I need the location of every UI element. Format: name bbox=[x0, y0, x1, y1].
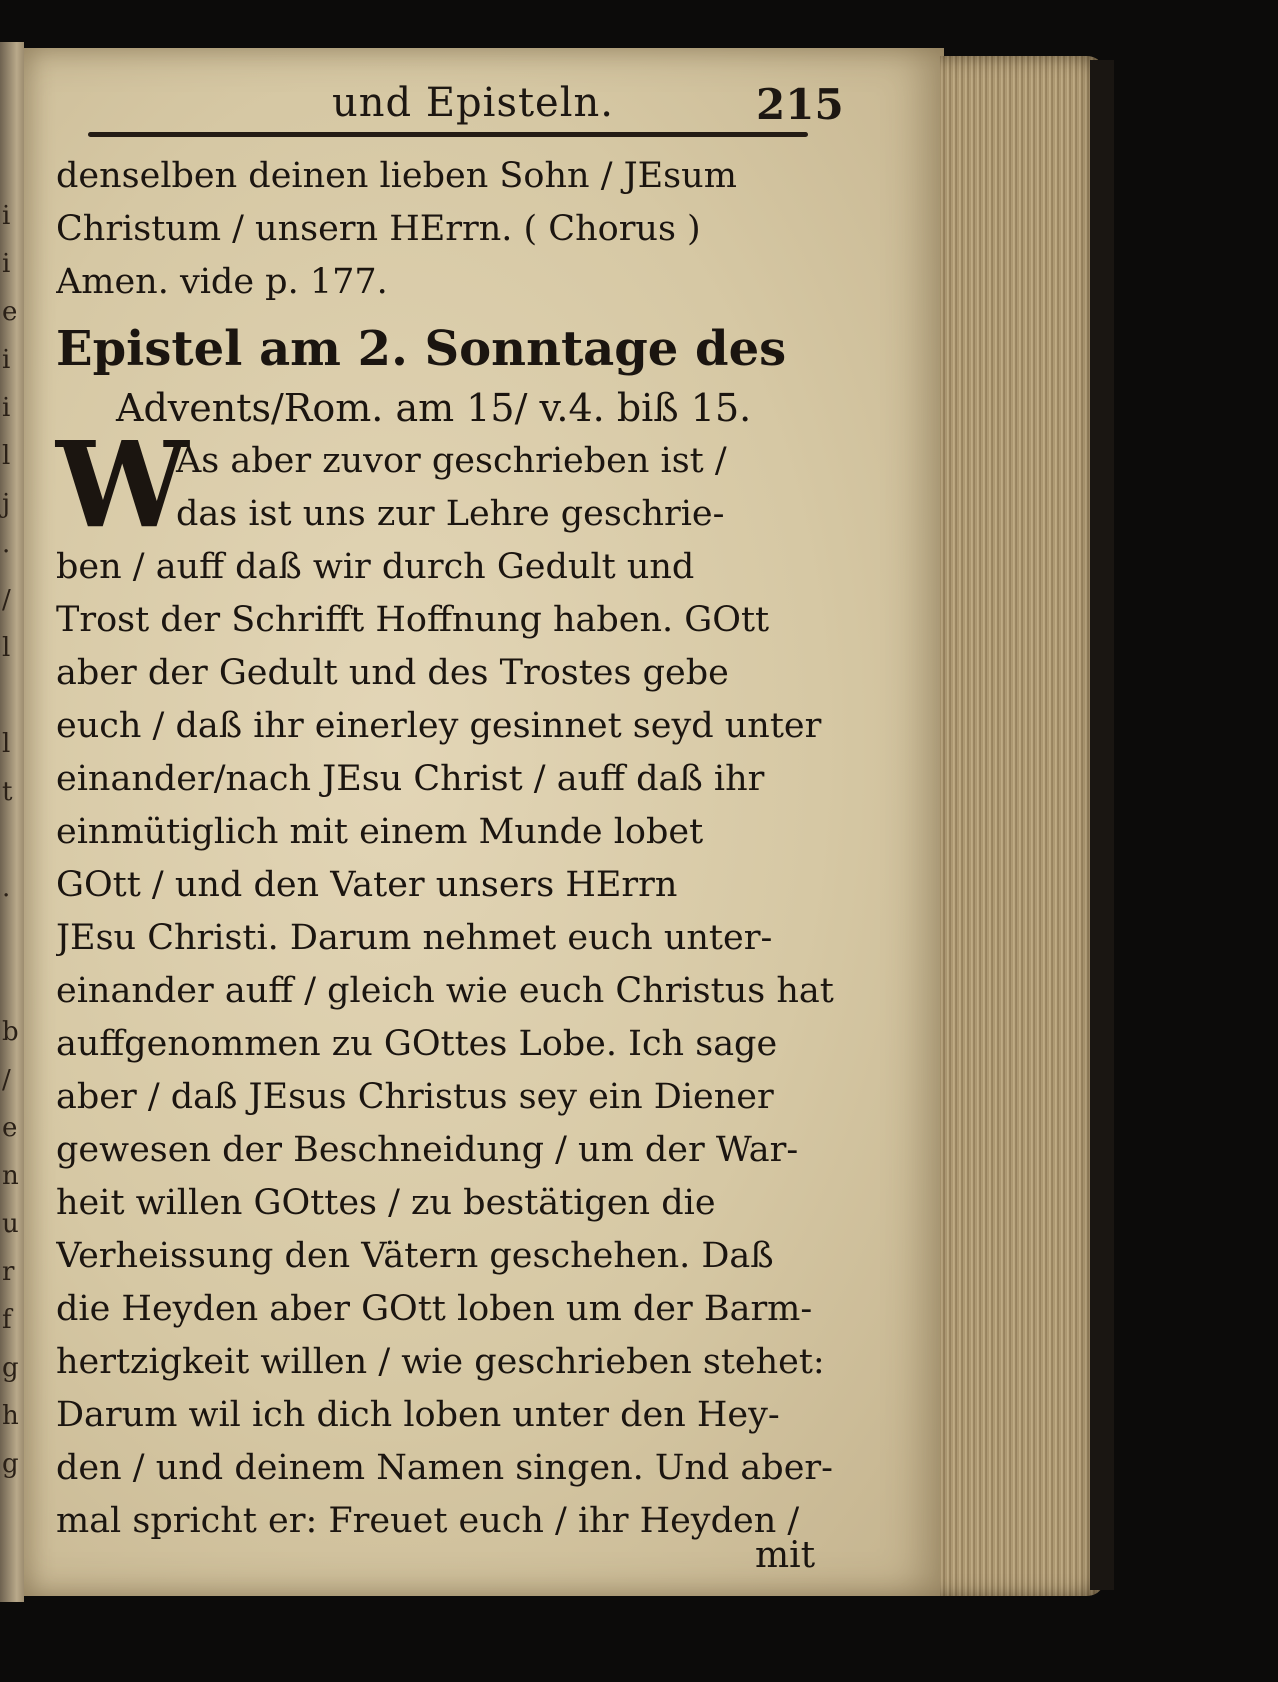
intro-line: denselben deinen lieben Sohn / JEsum bbox=[56, 156, 737, 196]
body-line: das ist uns zur Lehre geschrie- bbox=[176, 494, 725, 534]
body-line: einander/nach JEsu Christ / auff daß ihr bbox=[56, 759, 765, 799]
drop-cap: W bbox=[56, 415, 189, 554]
header-rule bbox=[88, 132, 808, 137]
body-line: die Heyden aber GOtt loben um der Barm- bbox=[56, 1289, 813, 1329]
intro-line: Amen. vide p. 177. bbox=[56, 262, 388, 302]
page-header bbox=[24, 78, 864, 138]
body-line: Darum wil ich dich loben unter den Hey- bbox=[56, 1395, 780, 1435]
body-line: heit willen GOttes / zu bestätigen die bbox=[56, 1183, 716, 1223]
body-line: einander auff / gleich wie euch Christus hat bbox=[56, 971, 834, 1011]
body-line: JEsu Christi. Darum nehmet euch unter- bbox=[56, 918, 773, 958]
book-cover bbox=[1090, 60, 1114, 1590]
body-line: euch / daß ihr einerley gesinnet seyd unter bbox=[56, 706, 822, 746]
body-line: Verheissung den Vätern geschehen. Daß bbox=[56, 1236, 774, 1276]
epistle-body bbox=[56, 415, 836, 1548]
facing-page-fragment: i i e i i l j · / l l t . b / e n u r f g h g bbox=[2, 201, 19, 1479]
running-head: und Episteln. bbox=[332, 80, 614, 126]
body-line: den / und deinem Namen singen. Und aber- bbox=[56, 1448, 833, 1488]
section-heading: Epistel am 2. Sonntage des bbox=[56, 321, 787, 377]
body-line: As aber zuvor geschrieben ist / bbox=[176, 441, 727, 481]
intro-line: Christum / unsern HErrn. ( Chorus ) bbox=[56, 209, 701, 249]
page-text bbox=[56, 150, 836, 1548]
page-number: 215 bbox=[756, 80, 844, 129]
body-line: aber der Gedult und des Trostes gebe bbox=[56, 653, 729, 693]
body-line: aber / daß JEsus Christus sey ein Diener bbox=[56, 1077, 774, 1117]
body-line: gewesen der Beschneidung / um der War- bbox=[56, 1130, 799, 1170]
body-line: hertzigkeit willen / wie geschrieben stehet: bbox=[56, 1342, 825, 1382]
body-line: auffgenommen zu GOttes Lobe. Ich sage bbox=[56, 1024, 778, 1064]
body-line: Trost der Schrifft Hoffnung haben. GOtt bbox=[56, 600, 770, 640]
body-line: mal spricht er: Freuet euch / ihr Heyden / bbox=[56, 1501, 800, 1541]
body-line: GOtt / und den Vater unsers HErrn bbox=[56, 865, 678, 905]
body-line: einmütiglich mit einem Munde lobet bbox=[56, 812, 704, 852]
section-subheading: Advents/Rom. am 15/ v.4. biß 15. bbox=[116, 386, 752, 430]
catchword: mit bbox=[755, 1535, 816, 1576]
page-block-edges bbox=[940, 56, 1105, 1596]
body-line: ben / auff daß wir durch Gedult und bbox=[56, 547, 695, 587]
facing-page-edge bbox=[0, 42, 24, 1602]
